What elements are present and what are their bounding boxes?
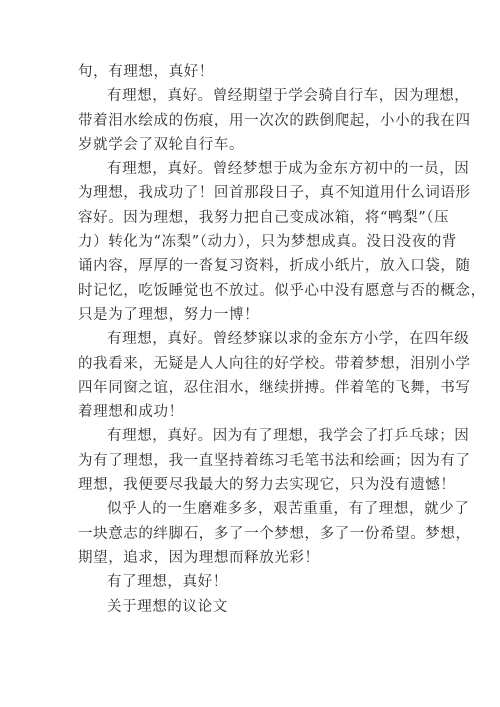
text-line: 四年同窗之谊，忍住泪水，继续拼搏。伴着笔的飞舞，书写 xyxy=(78,379,471,396)
text-line: 有了理想，真好！ xyxy=(107,574,228,591)
text-line: 关于理想的议论文 xyxy=(107,598,228,615)
text-line: 有理想，真好。曾经梦寐以求的金东方小学，在四年级 xyxy=(107,331,470,348)
text-line: 期望，追求，因为理想而释放光彩！ xyxy=(78,549,320,566)
paragraph xyxy=(78,157,486,327)
paragraph xyxy=(78,424,471,497)
text-line: 岁就学会了双轮自行车。 xyxy=(78,136,245,153)
text-line: 只是为了理想，努力一博！ xyxy=(78,306,260,323)
text-line: 有理想，真好。曾经梦想于成为金东方初中的一员，因 xyxy=(107,161,470,178)
text-line: 有理想，真好。曾经期望于学会骑自行车，因为理想， xyxy=(107,88,470,105)
paragraph xyxy=(78,570,430,594)
text-line: 似乎人的一生磨难多多，艰苦重重，有了理想，就少了 xyxy=(107,501,470,518)
text-line: 为理想，我成功了！回首那段日子，真不知道用什么词语形 xyxy=(78,185,471,202)
document-body xyxy=(78,60,486,619)
text-line: 一块意志的绊脚石，多了一个梦想，多了一份希望。梦想， xyxy=(78,525,471,542)
text-line: 句，有理想，真好！ xyxy=(78,64,214,80)
text-line: 时记忆，吃饭睡觉也不放过。似乎心中没有愿意与否的概念， xyxy=(78,282,486,299)
paragraph xyxy=(78,497,471,570)
text-line: 容好。因为理想，我努力把自己变成冰箱，将“鸭梨”（压 xyxy=(78,209,450,226)
text-line: 的我看来，无疑是人人向往的好学校。带着梦想，泪别小学 xyxy=(78,355,471,372)
text-line: 为有了理想，我一直坚持着练习毛笔书法和绘画；因为有了 xyxy=(78,452,471,469)
paragraph xyxy=(78,84,471,157)
text-line: 着理想和成功！ xyxy=(78,404,184,421)
text-line: 理想，我便要尽我最大的努力去实现它，只为没有遗憾！ xyxy=(78,477,456,494)
text-line: 带着泪水绘成的伤痕，用一次次的跌倒爬起，小小的我在四 xyxy=(78,112,471,129)
text-line: 诵内容，厚厚的一沓复习资料，折成小纸片，放入口袋，随 xyxy=(78,258,471,275)
text-line: 有理想，真好。因为有了理想，我学会了打乒乓球；因 xyxy=(107,428,470,445)
text-line: 力）转化为“冻梨”（动力），只为梦想成真。没日没夜的背 xyxy=(78,234,458,251)
paragraph xyxy=(78,60,430,84)
paragraph xyxy=(78,595,430,619)
paragraph xyxy=(78,327,471,424)
